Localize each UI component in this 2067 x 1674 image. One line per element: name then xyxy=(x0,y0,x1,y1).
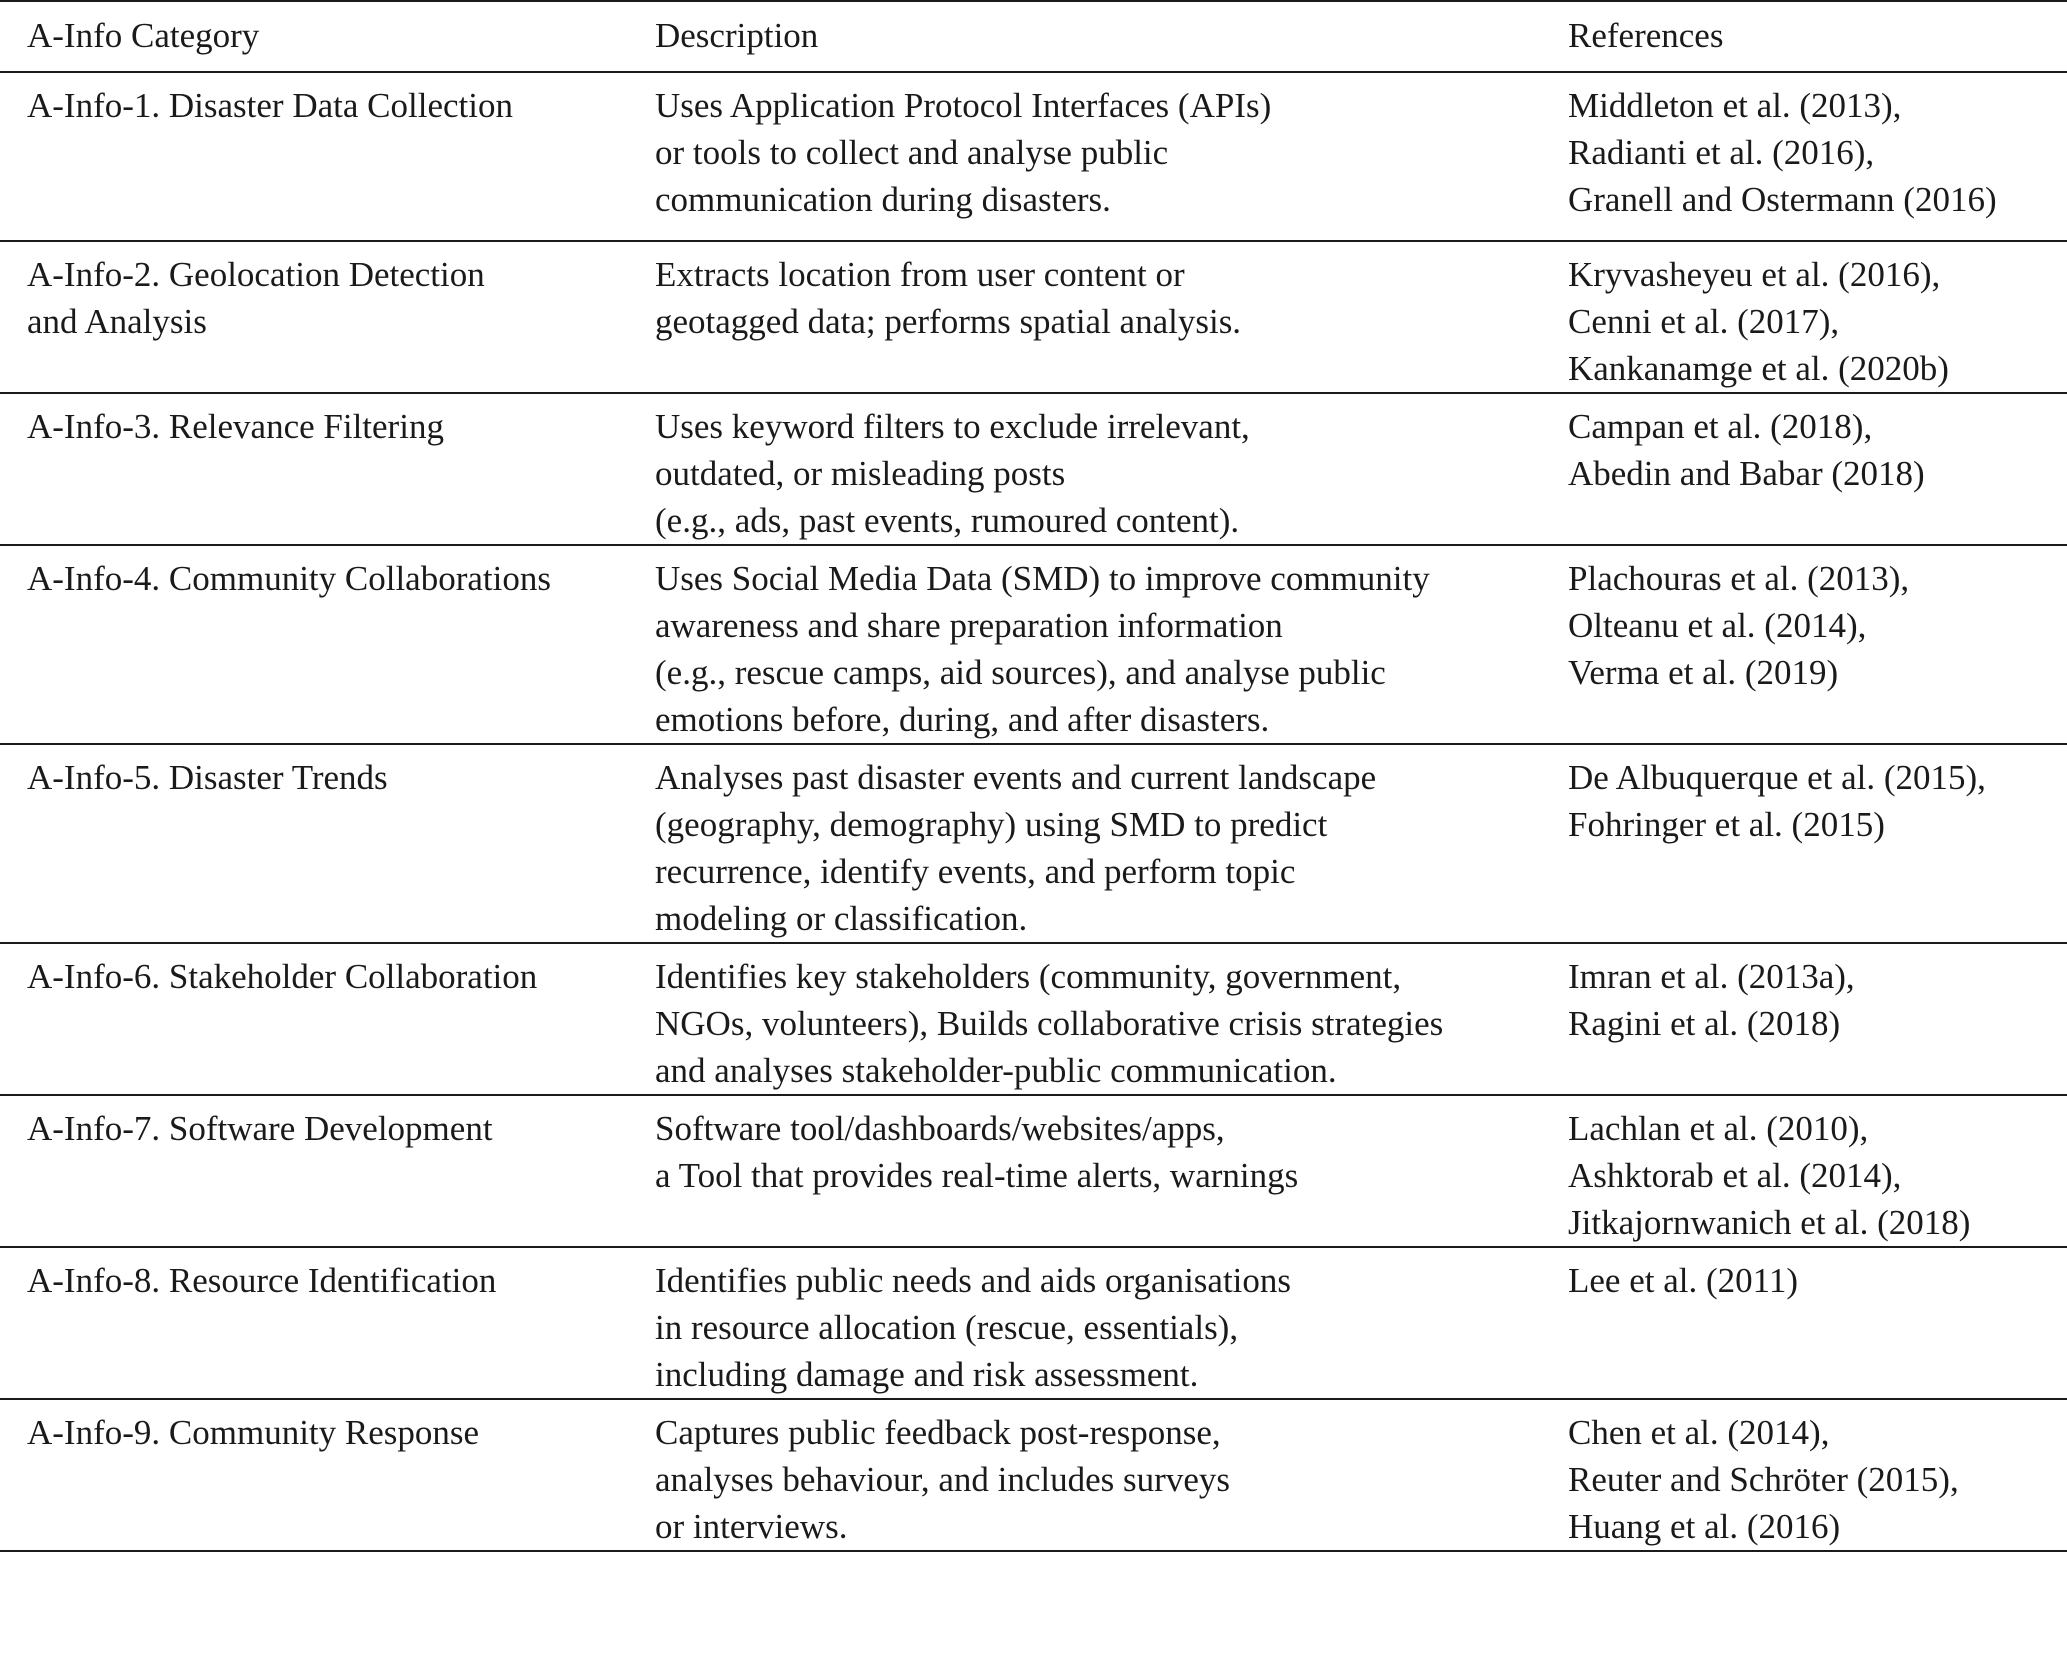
references-line: Plachouras et al. (2013), xyxy=(1568,559,1910,598)
description-cell xyxy=(655,72,1568,241)
references-cell xyxy=(1568,1247,2067,1399)
references-line: Ragini et al. (2018) xyxy=(1568,1004,1841,1043)
category-cell xyxy=(0,1247,655,1399)
description-line: Uses keyword filters to exclude irrelevant, xyxy=(655,407,1250,446)
references-line: Kryvasheyeu et al. (2016), xyxy=(1568,255,1941,294)
references-cell xyxy=(1568,1399,2067,1551)
description-line: Extracts location from user content or xyxy=(655,255,1185,294)
table-row xyxy=(0,1095,2067,1247)
description-line: in resource allocation (rescue, essentials), xyxy=(655,1308,1239,1347)
category-line: A-Info-6. Stakeholder Collaboration xyxy=(27,957,538,996)
references-line: Olteanu et al. (2014), xyxy=(1568,606,1867,645)
category-line: A-Info-5. Disaster Trends xyxy=(27,758,388,797)
references-line: Chen et al. (2014), xyxy=(1568,1413,1830,1452)
table-row xyxy=(0,241,2067,393)
header-row xyxy=(0,1,2067,72)
references-line: Lachlan et al. (2010), xyxy=(1568,1109,1869,1148)
description-line: including damage and risk assessment. xyxy=(655,1355,1199,1394)
description-line: or interviews. xyxy=(655,1507,848,1546)
description-line: or tools to collect and analyse public xyxy=(655,133,1169,172)
header-references: References xyxy=(1568,1,2067,72)
table-row xyxy=(0,1247,2067,1399)
description-cell xyxy=(655,744,1568,943)
category-line: A-Info-2. Geolocation Detection xyxy=(27,255,485,294)
description-line: emotions before, during, and after disasters. xyxy=(655,700,1270,739)
category-cell xyxy=(0,72,655,241)
description-cell xyxy=(655,1095,1568,1247)
category-line: A-Info-9. Community Response xyxy=(27,1413,480,1452)
category-cell xyxy=(0,943,655,1095)
category-line: A-Info-4. Community Collaborations xyxy=(27,559,551,598)
references-line: Abedin and Babar (2018) xyxy=(1568,454,1925,493)
references-line: Ashktorab et al. (2014), xyxy=(1568,1156,1902,1195)
references-line: De Albuquerque et al. (2015), xyxy=(1568,758,1986,797)
category-line: A-Info-8. Resource Identification xyxy=(27,1261,497,1300)
references-line: Lee et al. (2011) xyxy=(1568,1261,1798,1300)
description-line: NGOs, volunteers), Builds collaborative crisis strategies xyxy=(655,1004,1444,1043)
description-cell xyxy=(655,943,1568,1095)
description-line: and analyses stakeholder-public communication. xyxy=(655,1051,1337,1090)
description-line: (e.g., rescue camps, aid sources), and analyse public xyxy=(655,653,1386,692)
references-line: Granell and Ostermann (2016) xyxy=(1568,180,1997,219)
description-line: Uses Application Protocol Interfaces (APIs) xyxy=(655,86,1272,125)
category-line: A-Info-7. Software Development xyxy=(27,1109,493,1148)
references-line: Radianti et al. (2016), xyxy=(1568,133,1875,172)
references-line: Verma et al. (2019) xyxy=(1568,653,1839,692)
description-line: (e.g., ads, past events, rumoured content). xyxy=(655,501,1240,540)
references-line: Imran et al. (2013a), xyxy=(1568,957,1855,996)
references-line: Huang et al. (2016) xyxy=(1568,1507,1841,1546)
table-row xyxy=(0,393,2067,545)
references-cell xyxy=(1568,241,2067,393)
description-cell xyxy=(655,393,1568,545)
category-cell xyxy=(0,1095,655,1247)
description-line: analyses behaviour, and includes surveys xyxy=(655,1460,1230,1499)
references-cell xyxy=(1568,1095,2067,1247)
category-cell xyxy=(0,1399,655,1551)
table-row xyxy=(0,744,2067,943)
references-line: Jitkajornwanich et al. (2018) xyxy=(1568,1203,1971,1242)
table-row xyxy=(0,72,2067,241)
description-line: Uses Social Media Data (SMD) to improve community xyxy=(655,559,1430,598)
description-cell xyxy=(655,241,1568,393)
references-line: Kankanamge et al. (2020b) xyxy=(1568,349,1949,388)
category-cell xyxy=(0,241,655,393)
description-line: Analyses past disaster events and current landscape xyxy=(655,758,1377,797)
category-line: A-Info-1. Disaster Data Collection xyxy=(27,86,513,125)
references-line: Reuter and Schröter (2015), xyxy=(1568,1460,1959,1499)
description-line: awareness and share preparation information xyxy=(655,606,1283,645)
description-line: Identifies public needs and aids organisations xyxy=(655,1261,1292,1300)
description-line: a Tool that provides real-time alerts, warnings xyxy=(655,1156,1299,1195)
description-line: Captures public feedback post-response, xyxy=(655,1413,1221,1452)
description-line: geotagged data; performs spatial analysis. xyxy=(655,302,1242,341)
description-line: communication during disasters. xyxy=(655,180,1111,219)
category-cell xyxy=(0,545,655,744)
description-line: outdated, or misleading posts xyxy=(655,454,1066,493)
references-cell xyxy=(1568,545,2067,744)
references-line: Fohringer et al. (2015) xyxy=(1568,805,1885,844)
description-line: Software tool/dashboards/websites/apps, xyxy=(655,1109,1225,1148)
references-line: Campan et al. (2018), xyxy=(1568,407,1873,446)
references-line: Middleton et al. (2013), xyxy=(1568,86,1902,125)
table-header xyxy=(0,1,2067,72)
category-line: A-Info-3. Relevance Filtering xyxy=(27,407,444,446)
header-description: Description xyxy=(655,1,1568,72)
table-row xyxy=(0,943,2067,1095)
description-cell xyxy=(655,1399,1568,1551)
description-line: recurrence, identify events, and perform topic xyxy=(655,852,1296,891)
references-cell xyxy=(1568,393,2067,545)
table-row xyxy=(0,545,2067,744)
description-line: (geography, demography) using SMD to predict xyxy=(655,805,1328,844)
category-cell xyxy=(0,393,655,545)
header-category: A-Info Category xyxy=(0,1,655,72)
references-line: Cenni et al. (2017), xyxy=(1568,302,1840,341)
table-row xyxy=(0,1399,2067,1551)
description-cell xyxy=(655,1247,1568,1399)
references-cell xyxy=(1568,744,2067,943)
references-cell xyxy=(1568,943,2067,1095)
table-body xyxy=(0,72,2067,1551)
category-cell xyxy=(0,744,655,943)
category-line: and Analysis xyxy=(27,302,207,341)
description-cell xyxy=(655,545,1568,744)
description-line: Identifies key stakeholders (community, government, xyxy=(655,957,1402,996)
description-line: modeling or classification. xyxy=(655,899,1028,938)
references-cell xyxy=(1568,72,2067,241)
